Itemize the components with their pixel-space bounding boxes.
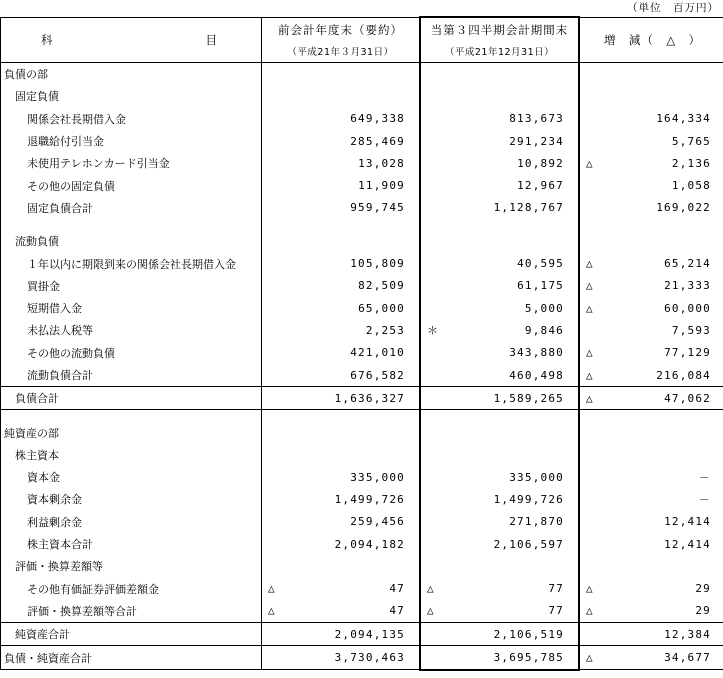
value-diff-cell: [579, 197, 723, 219]
row-label-cell: [1, 319, 262, 341]
value-curr: 460,498: [509, 368, 564, 382]
row-label: 利益剰余金: [27, 515, 82, 529]
value-prev: 2,094,182: [334, 537, 405, 551]
row-label: その他の固定負債: [27, 179, 115, 193]
value-diff: －: [698, 493, 711, 507]
table-row: [1, 319, 723, 341]
negative-mark: △: [586, 346, 594, 360]
value-curr-cell: [420, 533, 579, 555]
value-curr: 9,846: [524, 323, 564, 337]
value-curr: 61,175: [517, 279, 564, 293]
value-curr-cell: [420, 130, 579, 152]
row-label: その他の流動負債: [27, 346, 115, 360]
row-label: 負債・純資産合計: [4, 651, 92, 665]
negative-mark: △: [586, 368, 594, 382]
value-diff-cell: [579, 511, 723, 533]
row-label-cell: [1, 85, 262, 107]
table-row: [1, 600, 723, 623]
value-diff-cell: [579, 319, 723, 341]
value-diff: 2,136: [671, 156, 711, 170]
table-row: [1, 623, 723, 646]
spacer-cell: [420, 219, 579, 230]
row-label: 未払法人税等: [27, 324, 93, 338]
value-prev-cell: [262, 319, 421, 341]
negative-mark: △: [586, 257, 594, 271]
table-row: [1, 230, 723, 252]
row-label: １年以内に期限到来の関係会社長期借入金: [27, 257, 236, 271]
value-prev-cell: [262, 252, 421, 274]
value-diff-cell: [579, 444, 723, 466]
negative-mark: △: [427, 582, 435, 596]
value-prev: 2,253: [365, 323, 405, 337]
value-curr: 77: [548, 604, 564, 618]
row-label-cell: [1, 108, 262, 130]
value-curr-cell: [420, 275, 579, 297]
value-diff: 21,333: [664, 279, 711, 293]
table-row: [1, 555, 723, 577]
value-diff-cell: [579, 342, 723, 364]
row-label: 関係会社長期借入金: [27, 112, 126, 126]
row-label-cell: [1, 130, 262, 152]
value-prev-cell: [262, 364, 421, 387]
negative-mark: △: [586, 391, 594, 405]
value-curr-cell: [420, 174, 579, 196]
value-curr-cell: [420, 319, 579, 341]
row-label-cell: [1, 252, 262, 274]
value-diff: 1,058: [671, 179, 711, 193]
row-label: 資本金: [27, 471, 60, 485]
row-label: 未使用テレホンカード引当金: [27, 157, 170, 171]
value-diff-cell: [579, 174, 723, 196]
header-kamoku-2: 目: [205, 32, 217, 47]
table-row: [1, 63, 723, 86]
spacer-cell: [420, 410, 579, 422]
row-label-cell: [1, 364, 262, 387]
table-header-row: [1, 17, 723, 63]
table-row: [1, 275, 723, 297]
table-row: [1, 174, 723, 196]
value-prev-cell: [262, 230, 421, 252]
value-prev-cell: [262, 130, 421, 152]
table-row: [1, 533, 723, 555]
value-diff-cell: [579, 108, 723, 130]
value-curr-cell: [420, 600, 579, 623]
value-diff: 7,593: [671, 323, 711, 337]
value-curr-cell: [420, 364, 579, 387]
table-row: [1, 342, 723, 364]
value-diff: 5,765: [671, 134, 711, 148]
value-prev: 3,730,463: [334, 651, 405, 665]
table-row: [1, 364, 723, 387]
value-diff-cell: [579, 85, 723, 107]
row-label: 流動負債合計: [27, 369, 93, 382]
value-prev: 47: [389, 582, 405, 596]
table-row: [1, 252, 723, 274]
value-diff-cell: [579, 533, 723, 555]
value-prev-cell: [262, 488, 421, 510]
value-diff-cell: [579, 600, 723, 623]
value-prev: 105,809: [350, 257, 405, 271]
value-prev-cell: [262, 342, 421, 364]
value-prev-cell: [262, 152, 421, 174]
value-curr-cell: [420, 488, 579, 510]
negative-mark: △: [586, 279, 594, 293]
value-diff-cell: [579, 252, 723, 274]
value-curr: 10,892: [517, 156, 564, 170]
value-curr-cell: [420, 63, 579, 86]
value-prev: 82,509: [358, 279, 405, 293]
value-curr-cell: [420, 230, 579, 252]
row-label: 純資産の部: [4, 426, 59, 440]
header-diff: [579, 17, 723, 63]
value-curr: 40,595: [517, 257, 564, 271]
balance-sheet-table: [0, 16, 723, 671]
row-label-cell: [1, 230, 262, 252]
value-diff-cell: [579, 297, 723, 319]
value-diff: 77,129: [664, 346, 711, 360]
value-prev-cell: [262, 646, 421, 670]
unit-note: （単位 百万円）: [627, 2, 719, 14]
value-prev: 649,338: [350, 112, 405, 126]
row-label: 退職給付引当金: [27, 135, 104, 149]
spacer-cell: [579, 219, 723, 230]
value-diff-cell: [579, 555, 723, 577]
value-curr: 2,106,597: [493, 537, 564, 551]
value-curr-cell: [420, 444, 579, 466]
row-label-cell: [1, 174, 262, 196]
row-label: 負債の部: [4, 68, 48, 82]
value-prev: 959,745: [350, 201, 405, 215]
value-prev-cell: [262, 297, 421, 319]
value-prev: 259,456: [350, 515, 405, 529]
value-diff-cell: [579, 130, 723, 152]
negative-mark: △: [586, 301, 594, 315]
table-row: [1, 297, 723, 319]
negative-mark: △: [268, 582, 276, 596]
value-curr-cell: [420, 197, 579, 219]
value-diff-cell: [579, 152, 723, 174]
row-label-cell: [1, 555, 262, 577]
row-label-cell: [1, 466, 262, 488]
value-prev: 11,909: [358, 179, 405, 193]
table-row: [1, 152, 723, 174]
value-prev: 1,499,726: [334, 492, 405, 506]
row-label-cell: [1, 444, 262, 466]
value-curr-cell: [420, 108, 579, 130]
table-row: [1, 488, 723, 510]
row-label-cell: [1, 342, 262, 364]
value-prev-cell: [262, 623, 421, 646]
value-diff: 47,062: [664, 391, 711, 405]
value-prev: 421,010: [350, 346, 405, 360]
value-curr: 335,000: [509, 470, 564, 484]
negative-mark: △: [268, 604, 276, 618]
value-diff-cell: [579, 488, 723, 510]
value-prev: 65,000: [358, 301, 405, 315]
row-label: 資本剰余金: [27, 493, 82, 507]
row-label: 負債合計: [15, 392, 59, 406]
value-prev-cell: [262, 421, 421, 443]
value-curr-cell: [420, 555, 579, 577]
value-diff-cell: [579, 387, 723, 410]
spacer-row: [1, 410, 723, 422]
value-curr-cell: [420, 252, 579, 274]
header-prev-period: [262, 17, 421, 63]
value-prev-cell: [262, 578, 421, 600]
row-label: 流動負債: [15, 235, 59, 249]
row-label: 短期借入金: [27, 302, 82, 316]
row-label: 固定負債: [15, 90, 59, 104]
value-diff: 216,084: [656, 368, 711, 382]
value-curr-cell: [420, 152, 579, 174]
value-prev-cell: [262, 444, 421, 466]
table-row: [1, 421, 723, 443]
value-curr-cell: [420, 85, 579, 107]
value-curr: 5,000: [524, 301, 564, 315]
value-curr-cell: [420, 646, 579, 670]
value-prev: 676,582: [350, 368, 405, 382]
value-prev-cell: [262, 197, 421, 219]
row-label-cell: [1, 387, 262, 410]
header-curr-period: [420, 17, 579, 63]
value-curr: 3,695,785: [493, 651, 564, 665]
table-row: [1, 197, 723, 219]
table-row: [1, 578, 723, 600]
header-curr-date: （平成21年12月31日）: [444, 47, 555, 58]
value-prev-cell: [262, 85, 421, 107]
header-prev-date: （平成21年３月31日）: [287, 46, 394, 58]
table-row: [1, 85, 723, 107]
table-row: [1, 130, 723, 152]
value-curr-cell: [420, 297, 579, 319]
value-prev-cell: [262, 511, 421, 533]
spacer-cell: [579, 410, 723, 422]
value-curr: 12,967: [517, 179, 564, 193]
value-diff: 29: [695, 582, 711, 596]
negative-mark: △: [586, 604, 594, 618]
row-label-cell: [1, 275, 262, 297]
row-label-cell: [1, 488, 262, 510]
value-prev: 13,028: [358, 156, 405, 170]
negative-mark: ＊: [427, 324, 440, 338]
value-diff-cell: [579, 466, 723, 488]
spacer-cell: [262, 410, 421, 422]
value-curr: 343,880: [509, 346, 564, 360]
value-prev-cell: [262, 555, 421, 577]
row-label-cell: [1, 533, 262, 555]
value-prev-cell: [262, 387, 421, 410]
row-label: 株主資本合計: [27, 538, 93, 552]
value-curr-cell: [420, 623, 579, 646]
row-label-cell: [1, 646, 262, 670]
value-diff-cell: [579, 578, 723, 600]
row-label-cell: [1, 152, 262, 174]
negative-mark: △: [427, 604, 435, 618]
value-diff: 12,414: [664, 537, 711, 551]
table-row: [1, 387, 723, 410]
value-diff-cell: [579, 623, 723, 646]
table-row: [1, 646, 723, 670]
value-diff: －: [698, 471, 711, 485]
value-prev: 2,094,135: [334, 627, 405, 641]
table-row: [1, 108, 723, 130]
negative-mark: △: [586, 651, 594, 665]
value-prev-cell: [262, 63, 421, 86]
value-prev: 1,636,327: [334, 391, 405, 405]
table-row: [1, 466, 723, 488]
row-label: その他有価証券評価差額金: [27, 582, 159, 596]
value-diff-cell: [579, 275, 723, 297]
value-diff-cell: [579, 63, 723, 86]
header-prev-title: 前会計年度末（要約）: [278, 22, 403, 37]
value-curr: 291,234: [509, 134, 564, 148]
value-curr-cell: [420, 342, 579, 364]
spacer-row: [1, 219, 723, 230]
value-prev-cell: [262, 466, 421, 488]
row-label: 評価・換算差額等: [15, 560, 103, 574]
row-label-cell: [1, 197, 262, 219]
row-label-cell: [1, 63, 262, 86]
value-curr: 1,128,767: [493, 201, 564, 215]
row-label: 評価・換算差額等合計: [27, 604, 137, 618]
value-curr-cell: [420, 511, 579, 533]
table-row: [1, 511, 723, 533]
value-diff: 12,414: [664, 515, 711, 529]
value-curr: 1,589,265: [493, 391, 564, 405]
value-curr: 77: [548, 582, 564, 596]
row-label-cell: [1, 578, 262, 600]
row-label-cell: [1, 297, 262, 319]
row-label: 固定負債合計: [27, 201, 93, 215]
value-diff: 34,677: [664, 651, 711, 665]
value-curr: 2,106,519: [493, 627, 564, 641]
row-label: 純資産合計: [15, 628, 70, 642]
row-label: 買掛金: [27, 279, 60, 293]
value-curr: 271,870: [509, 515, 564, 529]
value-diff-cell: [579, 364, 723, 387]
value-curr: 1,499,726: [493, 492, 564, 506]
row-label-cell: [1, 511, 262, 533]
value-diff-cell: [579, 230, 723, 252]
row-label-cell: [1, 623, 262, 646]
header-diff-title: 増 減（ △ ）: [603, 32, 702, 47]
value-curr: 813,673: [509, 112, 564, 126]
value-prev-cell: [262, 108, 421, 130]
value-diff-cell: [579, 646, 723, 670]
header-kamoku-1: 科: [41, 32, 53, 47]
negative-mark: △: [586, 156, 594, 170]
value-curr-cell: [420, 421, 579, 443]
value-prev-cell: [262, 174, 421, 196]
value-curr-cell: [420, 578, 579, 600]
table-row: [1, 444, 723, 466]
value-curr-cell: [420, 387, 579, 410]
value-diff: 169,022: [656, 201, 711, 215]
value-diff: 65,214: [664, 257, 711, 271]
header-curr-title: 当第３四半期会計期間末: [430, 23, 569, 37]
spacer-cell: [1, 410, 262, 422]
value-diff: 29: [695, 604, 711, 618]
value-diff-cell: [579, 421, 723, 443]
value-diff: 164,334: [656, 112, 711, 126]
row-label: 株主資本: [15, 448, 59, 462]
spacer-cell: [1, 219, 262, 230]
value-diff: 60,000: [664, 301, 711, 315]
spacer-cell: [262, 219, 421, 230]
negative-mark: △: [586, 582, 594, 596]
header-kamoku: [1, 17, 262, 63]
row-label-cell: [1, 600, 262, 623]
value-prev: 285,469: [350, 134, 405, 148]
row-label-cell: [1, 421, 262, 443]
value-prev: 335,000: [350, 470, 405, 484]
value-prev: 47: [389, 604, 405, 618]
value-prev-cell: [262, 533, 421, 555]
value-prev-cell: [262, 275, 421, 297]
value-prev-cell: [262, 600, 421, 623]
value-diff: 12,384: [664, 627, 711, 641]
value-curr-cell: [420, 466, 579, 488]
